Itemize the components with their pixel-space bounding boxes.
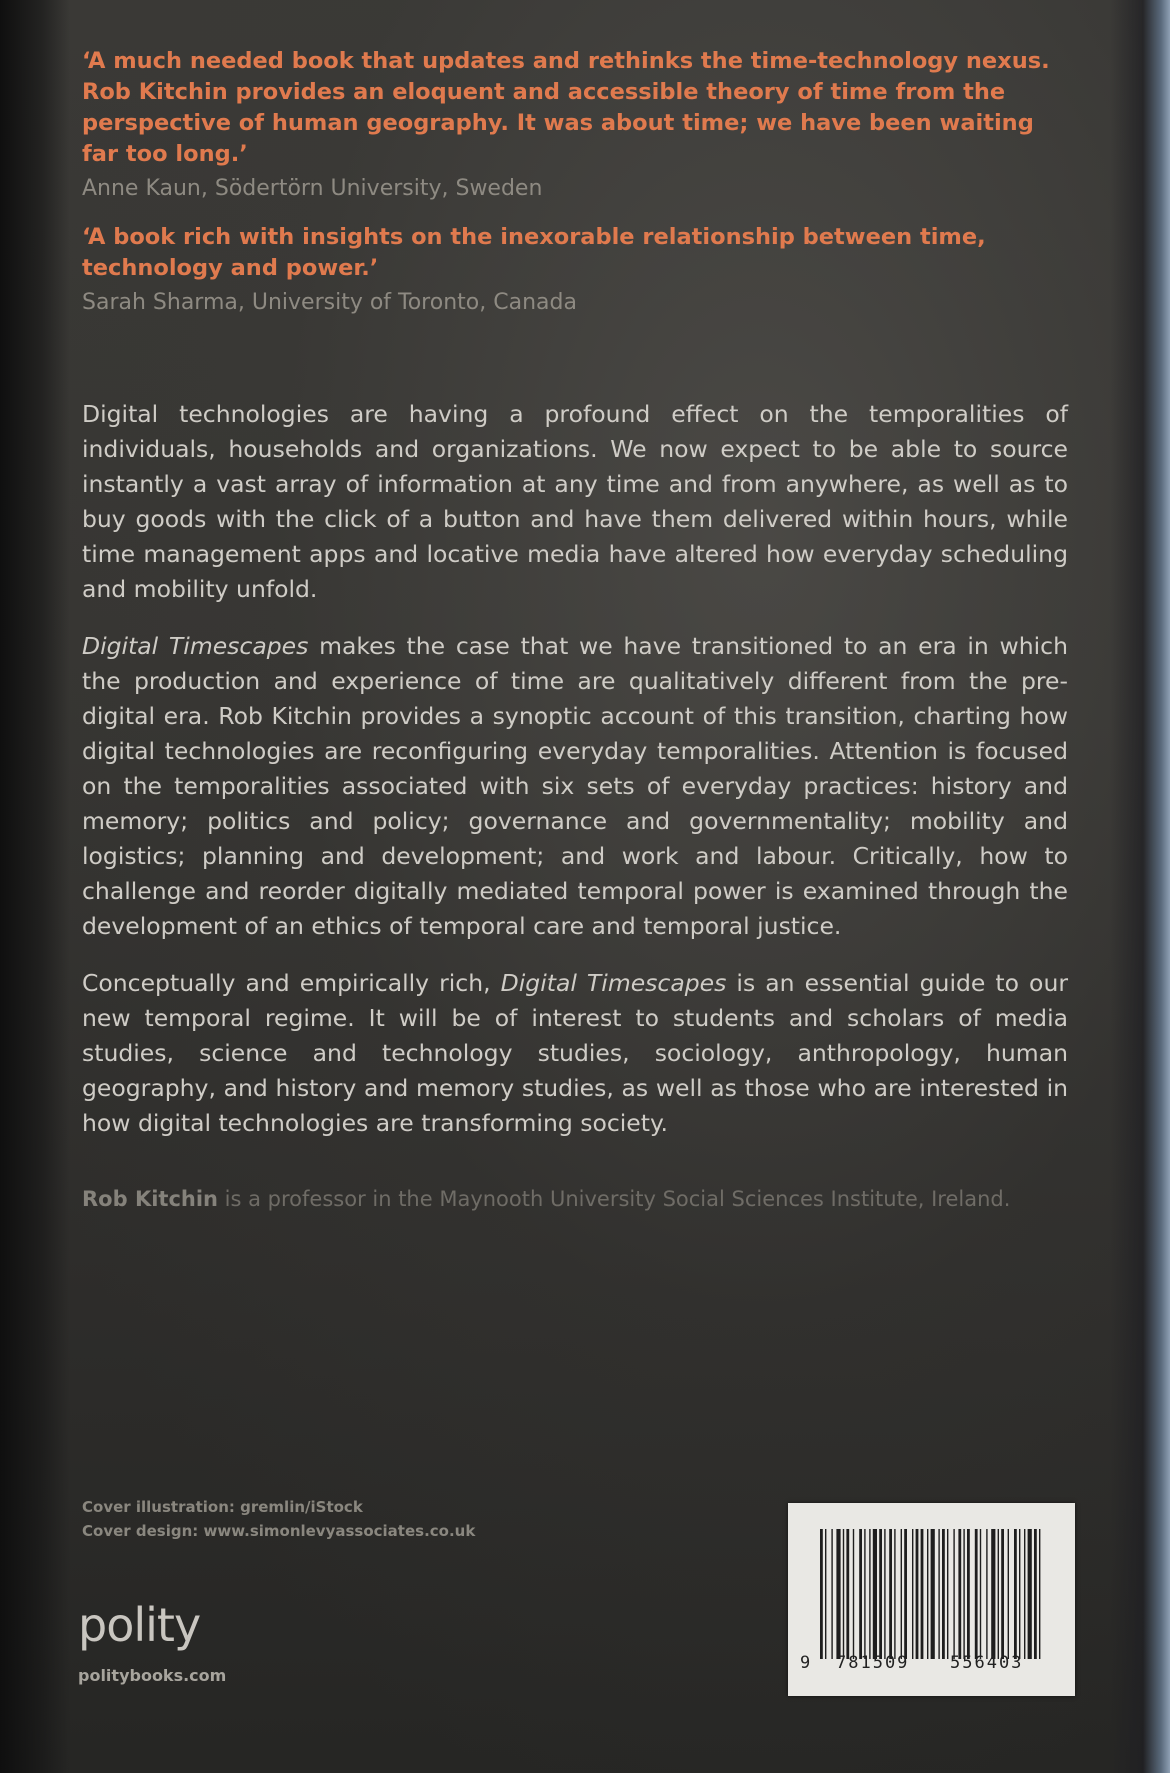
quote-text: ‘A much needed book that updates and rethinks the time-technology nexus. Rob Kitchin provides an eloquent and accessible theory of time from the perspective of human geography. It was about time; we have been waiting far too long.’	[82, 48, 1050, 167]
barcode-bar	[916, 1529, 919, 1659]
barcode-bar	[843, 1529, 844, 1659]
barcode-bar	[998, 1529, 999, 1659]
barcode-bar	[927, 1529, 928, 1659]
barcode-bar	[980, 1529, 981, 1659]
barcode-digits-left: 781509	[836, 1653, 910, 1673]
barcode-bar	[958, 1529, 961, 1659]
book-title: Digital Timescapes	[500, 969, 727, 997]
author-name: Rob Kitchin	[82, 1187, 218, 1211]
book-description	[82, 397, 1068, 1163]
barcode-bar	[869, 1529, 870, 1659]
design-credit: Cover design: www.simonlevyassociates.co.uk	[82, 1522, 476, 1540]
publisher-block	[78, 1600, 226, 1685]
barcode-digits-right: 556403	[950, 1653, 1024, 1673]
barcode-bar	[1014, 1529, 1017, 1659]
description-paragraph-1: Digital technologies are having a profound effect on the temporalities of individuals, households and organizations. We now expect to be able to source instantly a vast array of information at any time and from anywhere, as well as to buy goods with the click of a button and have them delivered within hours, while time management apps and locative media have altered how everyday scheduling and mobility unfold.	[82, 400, 1068, 603]
barcode-bar	[921, 1529, 924, 1659]
barcode-bar	[938, 1529, 939, 1659]
barcode-bar	[1019, 1529, 1020, 1659]
barcode-bar	[859, 1529, 862, 1659]
barcode-bar	[1028, 1529, 1032, 1659]
barcode-digit-first: 9	[800, 1653, 813, 1673]
publisher-logo: polity	[78, 1598, 201, 1652]
endorsement-quote-2	[82, 222, 1062, 318]
barcode-bar	[873, 1529, 877, 1659]
barcode-bar	[904, 1529, 907, 1659]
barcode-bar	[942, 1529, 945, 1659]
isbn-barcode	[788, 1503, 1075, 1696]
barcode-bars	[818, 1529, 1046, 1659]
barcode-bar	[975, 1529, 978, 1659]
barcode-bar	[884, 1529, 885, 1659]
barcode-bar	[967, 1529, 970, 1659]
barcode-bar	[986, 1529, 987, 1659]
barcode-bar	[1008, 1529, 1009, 1659]
publisher-url: politybooks.com	[78, 1666, 227, 1685]
book-title: Digital Timescapes	[82, 632, 309, 660]
barcode-bar	[1001, 1529, 1004, 1659]
barcode-bar	[991, 1529, 995, 1659]
paragraph-text: makes the case that we have transitioned to an era in which the production and experience of time are qualitatively different from the pre-digital era. Rob Kitchin provides a synoptic account of this transition, charting how digital technologies are reconfiguring everyday temporalities. Attention is focused on the temporalities associated with six sets of everyday practices: history and memory; politics and policy; governance and governmentality; mobility and logistics; planning and development; and work and labour. Critically, how to challenge and reorder digitally mediated temporal power is examined through the development of an ethics of temporal care and temporal justice.	[82, 632, 1068, 940]
barcode-bar	[1039, 1529, 1040, 1659]
author-bio-text: is a professor in the Maynooth University Social Sciences Institute, Ireland.	[218, 1187, 1011, 1211]
barcode-bar	[879, 1529, 882, 1659]
quote-source: Anne Kaun, Södertörn University, Sweden	[82, 176, 543, 201]
barcode-bar	[947, 1529, 948, 1659]
barcode-bar	[825, 1529, 826, 1659]
illustration-credit: Cover illustration: gremlin/iStock	[82, 1498, 363, 1516]
author-bio	[82, 1184, 1072, 1214]
barcode-bar	[953, 1529, 954, 1659]
cover-credits	[82, 1495, 475, 1543]
barcode-bar	[901, 1529, 902, 1659]
barcode-bar	[894, 1529, 895, 1659]
barcode-bar	[853, 1529, 854, 1659]
barcode-bar	[1024, 1529, 1025, 1659]
barcode-bar	[836, 1529, 840, 1659]
quote-text: ‘A book rich with insights on the inexorable relationship between time, technology and power.’	[82, 224, 986, 281]
barcode-bar	[864, 1529, 865, 1659]
barcode-bar	[889, 1529, 892, 1659]
endorsement-quote-1	[82, 46, 1062, 204]
paragraph-text: Conceptually and empirically rich,	[82, 969, 501, 997]
paragraph-text: is an essential guide to our new temporal regime. It will be of interest to students and scholars of media studies, science and technology studies, sociology, anthropology, human geography, and history and memory studies, as well as those who are interested in how digital technologies are transforming society.	[82, 969, 1068, 1137]
barcode-bar	[846, 1529, 849, 1659]
quote-source: Sarah Sharma, University of Toronto, Canada	[82, 290, 577, 315]
barcode-bar	[820, 1529, 823, 1659]
barcode-bar	[931, 1529, 935, 1659]
description-paragraph-2	[82, 629, 1068, 944]
barcode-bar	[912, 1529, 913, 1659]
description-paragraph-3	[82, 966, 1068, 1141]
barcode-bar	[1034, 1529, 1037, 1659]
barcode-bar	[831, 1529, 832, 1659]
barcode-bar	[963, 1529, 964, 1659]
